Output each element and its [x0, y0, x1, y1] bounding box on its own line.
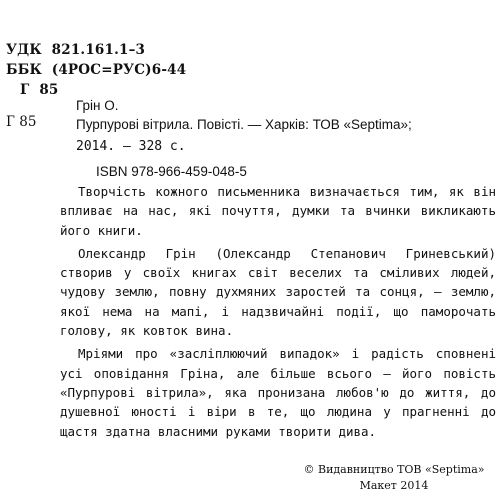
copyright-layout: Макет 2014 — [359, 479, 429, 492]
copyright-publisher: © Видавництво ТОВ «Septima» — [303, 463, 485, 476]
udk-code: УДК 821.161.1–3 — [6, 42, 146, 58]
copyright-block — [288, 462, 500, 494]
classification-block — [6, 40, 186, 100]
abstract-paragraph-1: Творчість кожного письменника визначається тим, як він впливає на нас, які почуття, думки та вчинки викликають його книги. — [60, 184, 496, 238]
bbk-code: ББК (4РОС=РУС)6-44 — [6, 62, 187, 78]
author-mark: Г 85 — [20, 82, 59, 98]
isbn: ISBN 978-966-459-048-5 — [96, 164, 247, 179]
bib-title-line: Пурпурові вітрила. Повісті. — Харків: ТОВ «Septima»; — [76, 117, 412, 132]
bibliographic-description — [76, 114, 496, 158]
author-mark-left: Г 85 — [6, 114, 37, 130]
bib-year-pages-line: 2014. — 328 с. — [76, 139, 186, 154]
abstract-paragraph-3: Мріями про «засліплюючий випадок» і радість сповнені усі оповідання Гріна, але більше всього — його повість «Пурпурові вітрила», яка пронизана любов'ю до життя, до душевної юності і віри в те, що людина у прагненні до щастя здатна власними руками творити дива. — [60, 346, 496, 439]
abstract-paragraph-2: Олександр Грін (Олександр Степанович Гриневський) створив у своїх книгах світ веселих та сміливих людей, чудову землю, повну духмяних заростей та сонця, — землю, якої нема на мапі, і надзвичайні події, що паморочать голову, як ковток вина. — [60, 245, 496, 339]
abstract — [60, 182, 496, 441]
author-name: Грін О. — [76, 98, 119, 113]
